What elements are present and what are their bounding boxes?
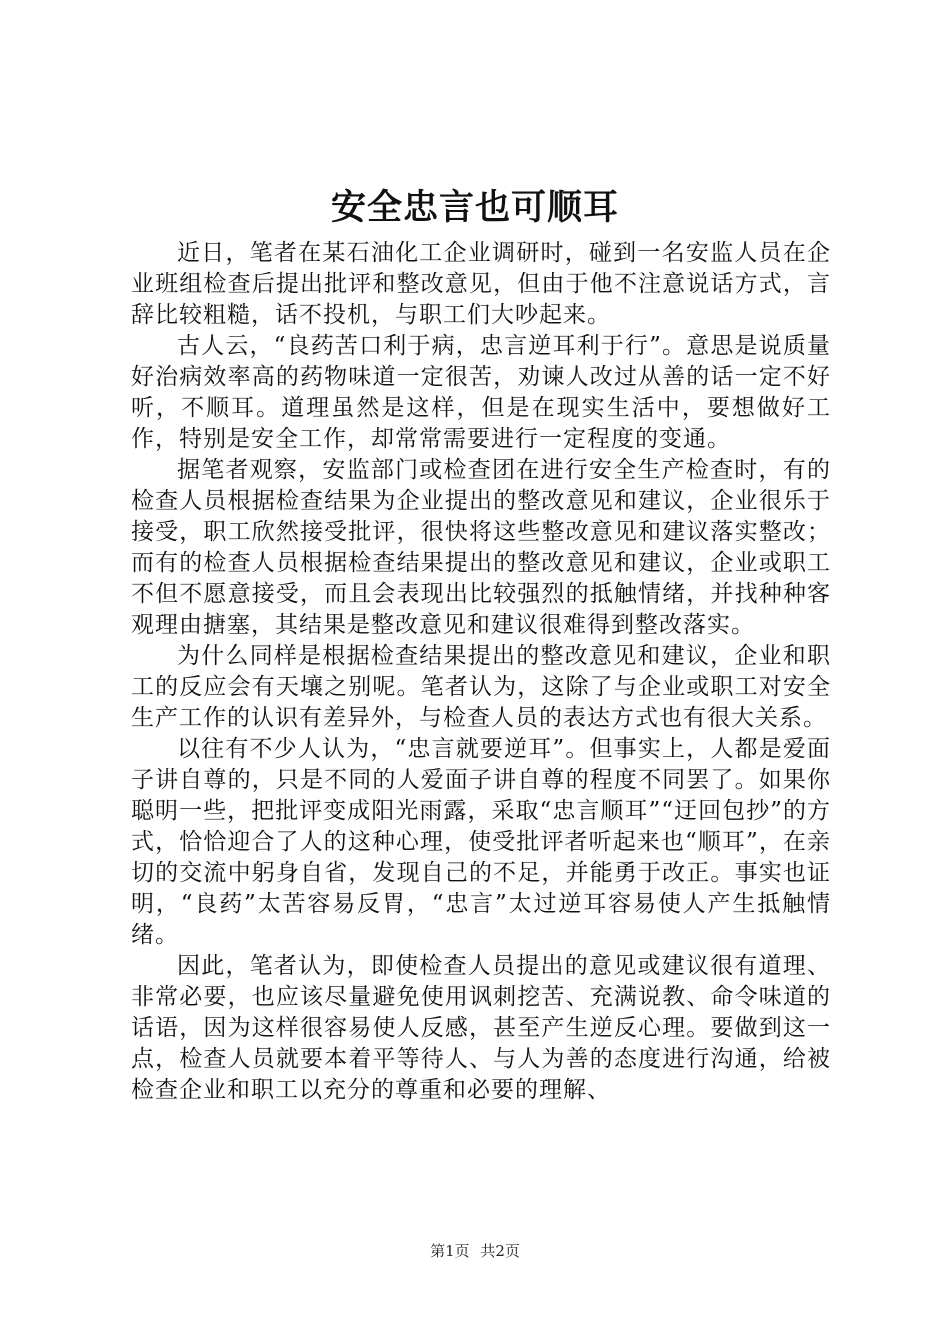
page-footer [0,1241,950,1261]
document-body [131,238,831,1106]
paragraph-5: 以往有不少人认为，“忠言就要逆耳”。但事实上，人都是爱面子讲自尊的，只是不同的人爱面子讲自尊的程度不同罢了。如果你聪明一些，把批评变成阳光雨露，采取“忠言顺耳”“迂回包抄”的方式，恰恰迎合了人的这种心理，使受批评者听起来也“顺耳”，在亲切的交流中躬身自省，发现自己的不足，并能勇于改正。事实也证明，“良药”太苦容易反胃，“忠言”太过逆耳容易使人产生抵触情绪。 [131,736,831,948]
paragraph-3: 据笔者观察，安监部门或检查团在进行安全生产检查时，有的检查人员根据检查结果为企业提出的整改意见和建议，企业很乐于接受，职工欣然接受批评，很快将这些整改意见和建议落实整改；而有的检查人员根据检查结果提出的整改意见和建议，企业或职工不但不愿意接受，而且会表现出比较强烈的抵触情绪，并找种种客观理由搪塞，其结果是整改意见和建议很难得到整改落实。 [131,457,831,638]
page-total: 共2页 [480,1242,520,1260]
paragraph-6: 因此，笔者认为，即使检查人员提出的意见或建议很有道理、非常必要，也应该尽量避免使用讽刺挖苦、充满说教、命令味道的话语，因为这样很容易使人反感，甚至产生逆反心理。要做到这一点，检查人员就要本着平等待人、与人为善的态度进行沟通，给被检查企业和职工以充分的尊重和必要的理解、 [131,953,831,1103]
paragraph-1: 近日，笔者在某石油化工企业调研时，碰到一名安监人员在企业班组检查后提出批评和整改意见，但由于他不注意说话方式，言辞比较粗糙，话不投机，与职工们大吵起来。 [131,240,831,328]
paragraph-2: 古人云，“良药苦口利于病，忠言逆耳利于行”。意思是说质量好治病效率高的药物味道一定很苦，劝谏人改过从善的话一定不好听，不顺耳。道理虽然是这样，但是在现实生活中，要想做好工作，特别是安全工作，却常常需要进行一定程度的变通。 [131,333,831,452]
paragraph-4: 为什么同样是根据检查结果提出的整改意见和建议，企业和职工的反应会有天壤之别呢。笔者认为，这除了与企业或职工对安全生产工作的认识有差异外，与检查人员的表达方式也有很大关系。 [131,643,831,731]
document-title: 安全忠言也可顺耳 [330,187,619,228]
page-number: 第1页 [430,1242,470,1260]
